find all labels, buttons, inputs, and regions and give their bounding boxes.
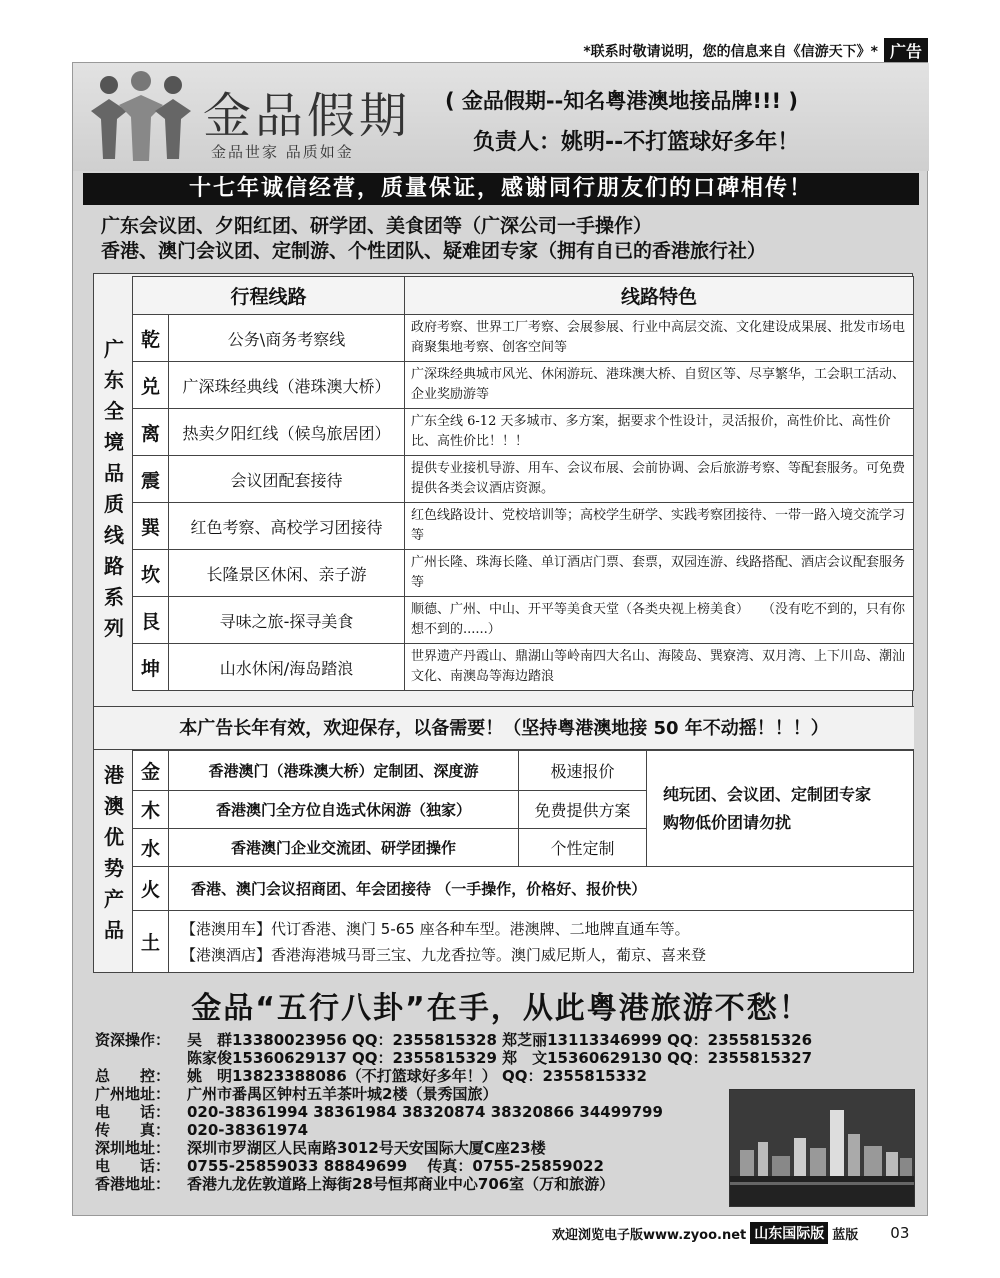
source-note — [583, 38, 928, 63]
table-row — [133, 550, 914, 597]
hk-special: 纯玩团、会议团、定制团专家 购物低价团请勿扰 — [647, 751, 914, 867]
route-name: 长隆景区休闲、亲子游 — [169, 550, 405, 597]
feature-column-header: 线路特色 — [405, 277, 914, 315]
ad-sheet — [72, 62, 928, 1216]
hk-macau-table — [132, 750, 914, 973]
route-name: 山水休闲/海岛踏浪 — [169, 644, 405, 691]
route-name: 广深珠经典线（港珠澳大桥） — [169, 362, 405, 409]
hk-car-hotel: 【港澳用车】代订香港、澳门 5-65 座各种车型。港澳牌、二地牌直通车等。 【港澳酒店】香港海港城马哥三宝、九龙香拉等。澳门威尼斯人，葡京、喜来登 — [169, 911, 914, 973]
route-feature: 提供专业接机导游、用车、会议布展、会前协调、会后旅游考察、等配套服务。可免费提供各类会议酒店资源。 — [405, 456, 914, 503]
hk-feature: 极速报价 — [519, 751, 647, 791]
trigram: 离 — [133, 409, 169, 456]
element-label: 水 — [133, 829, 169, 867]
trigram: 坎 — [133, 550, 169, 597]
source-note-text: *联系时敬请说明，您的信息来自《信游天下》* — [583, 43, 878, 60]
headline-manager: 负责人：姚明--不打篮球好多年！ — [473, 130, 800, 155]
hk-product: 香港澳门企业交流团、研学团操作 — [169, 829, 519, 867]
table-row — [133, 751, 914, 791]
brand-name: 金品假期 — [203, 88, 412, 144]
contact-row: 香港地址： 香港九龙佐敦道路上海街28号恒邦商业中心706室（万和旅游） — [95, 1175, 615, 1193]
contact-row: 陈家俊15360629137 QQ：2355815329 郑 文15360629130 QQ：2355815327 — [187, 1049, 813, 1067]
element-label: 火 — [133, 867, 169, 911]
contact-row: 总 控： 姚 明13823388086（不打篮球好多年！） QQ：2355815332 — [95, 1067, 647, 1085]
hk-conference: 香港、澳门会议招商团、年会团接待 （一手操作，价格好、报价快） — [169, 867, 914, 911]
contact-row: 电 话： 0755-25859033 88849699 传真：0755-25859022 — [95, 1157, 604, 1175]
trigram: 兑 — [133, 362, 169, 409]
page-number: 03 — [890, 1224, 910, 1242]
hk-side-label: 港 澳 优 势 产 品 — [104, 763, 124, 942]
route-name: 热卖夕阳红线（候鸟旅居团） — [169, 409, 405, 456]
service-line-2: 香港、澳门会议团、定制游、个性团队、疑难团专家（拥有自已的香港旅行社） — [101, 240, 767, 262]
route-name: 公务\商务考察线 — [169, 315, 405, 362]
contact-row: 深圳地址： 深圳市罗湖区人民南路3012号天安国际大厦C座23楼 — [95, 1139, 546, 1157]
table-row — [133, 362, 914, 409]
trigram: 震 — [133, 456, 169, 503]
route-feature: 广深珠经典城市风光、休闲游玩、港珠澳大桥、自贸区等、尽享繁华，工会职工活动、企业奖励游等 — [405, 362, 914, 409]
route-feature: 政府考察、世界工厂考察、会展参展、行业中高层交流、文化建设成果展、批发市场电商聚集地考察、创客空间等 — [405, 315, 914, 362]
footer-color: 蓝版 — [832, 1227, 859, 1243]
page-footer — [552, 1222, 909, 1244]
element-label: 土 — [133, 911, 169, 973]
trigram: 乾 — [133, 315, 169, 362]
trigram: 艮 — [133, 597, 169, 644]
contact-row: 电 话： 020-38361994 38361984 38320874 38320866 34499799 — [95, 1103, 663, 1121]
routes-panel — [93, 273, 913, 973]
route-name: 红色考察、高校学习团接待 — [169, 503, 405, 550]
contact-row: 传 真： 020-38361974 — [95, 1121, 309, 1139]
table-row — [133, 867, 914, 911]
route-feature: 广东全线 6-12 天多城市、多方案，据要求个性设计，灵活报价，高性价比、高性价比、高性价比！！！ — [405, 409, 914, 456]
brand-slogan: 金品世家 品质如金 — [211, 143, 354, 161]
service-line-1: 广东会议团、夕阳红团、研学团、美食团等（广深公司一手操作） — [101, 215, 653, 237]
guangdong-route-table — [132, 276, 914, 691]
footer-edition: 山东国际版 — [750, 1222, 828, 1244]
route-feature: 世界遗产丹霞山、鼎湖山等岭南四大名山、海陵岛、巽寮湾、双月湾、上下川岛、潮汕文化、南澳岛等海边踏浪 — [405, 644, 914, 691]
hk-product: 香港澳门全方位自选式休闲游（独家） — [169, 791, 519, 829]
trigram: 坤 — [133, 644, 169, 691]
validity-notice: 本广告长年有效，欢迎保存，以备需要！（坚持粤港澳地接 50 年不动摇！！！） — [94, 706, 914, 750]
route-feature: 广州长隆、珠海长隆、单订酒店门票、套票，双园连游、线路搭配、酒店会议配套服务等 — [405, 550, 914, 597]
ad-header — [73, 63, 929, 171]
route-feature: 红色线路设计、党校培训等；高校学生研学、实践考察团接待、一带一路入境交流学习等 — [405, 503, 914, 550]
table-row — [133, 911, 914, 973]
ad-tag: 广告 — [884, 38, 928, 63]
table-header-row — [133, 277, 914, 315]
table-row — [133, 644, 914, 691]
route-name: 会议团配套接待 — [169, 456, 405, 503]
route-feature: 顺德、广州、中山、开平等美食天堂（各类央视上榜美食） （没有吃不到的，只有你想不到的......） — [405, 597, 914, 644]
route-name: 寻味之旅-探寻美食 — [169, 597, 405, 644]
skyline-icon — [730, 1090, 915, 1207]
table-row — [133, 409, 914, 456]
hk-feature: 个性定制 — [519, 829, 647, 867]
route-column-header: 行程线路 — [133, 277, 405, 315]
integrity-banner: 十七年诚信经营，质量保证，感谢同行朋友们的口碑相传！ — [83, 173, 919, 205]
contact-row: 广州地址： 广州市番禺区钟村五羊茶叶城2楼（景秀国旅） — [95, 1085, 498, 1103]
big-slogan: 金品“五行八卦”在手，从此粤港旅游不愁！ — [191, 991, 811, 1026]
trigram: 巽 — [133, 503, 169, 550]
footer-site: 欢迎浏览电子版www.zyoo.net — [552, 1227, 747, 1243]
headline-brand: ( 金品假期--知名粤港澳地接品牌!!! ) — [445, 89, 798, 113]
people-logo-icon — [87, 71, 195, 163]
element-label: 金 — [133, 751, 169, 791]
table-row — [133, 597, 914, 644]
guangdong-side-label: 广 东 全 境 品 质 线 路 系 列 — [104, 337, 124, 640]
element-label: 木 — [133, 791, 169, 829]
table-row — [133, 456, 914, 503]
hong-kong-skyline-photo — [729, 1089, 915, 1207]
contact-row: 资深操作： 吴 群13380023956 QQ：2355815328 郑芝丽13113346999 QQ：2355815326 — [95, 1031, 813, 1049]
hk-product: 香港澳门（港珠澳大桥）定制团、深度游 — [169, 751, 519, 791]
hk-feature: 免费提供方案 — [519, 791, 647, 829]
table-row — [133, 315, 914, 362]
table-row — [133, 503, 914, 550]
